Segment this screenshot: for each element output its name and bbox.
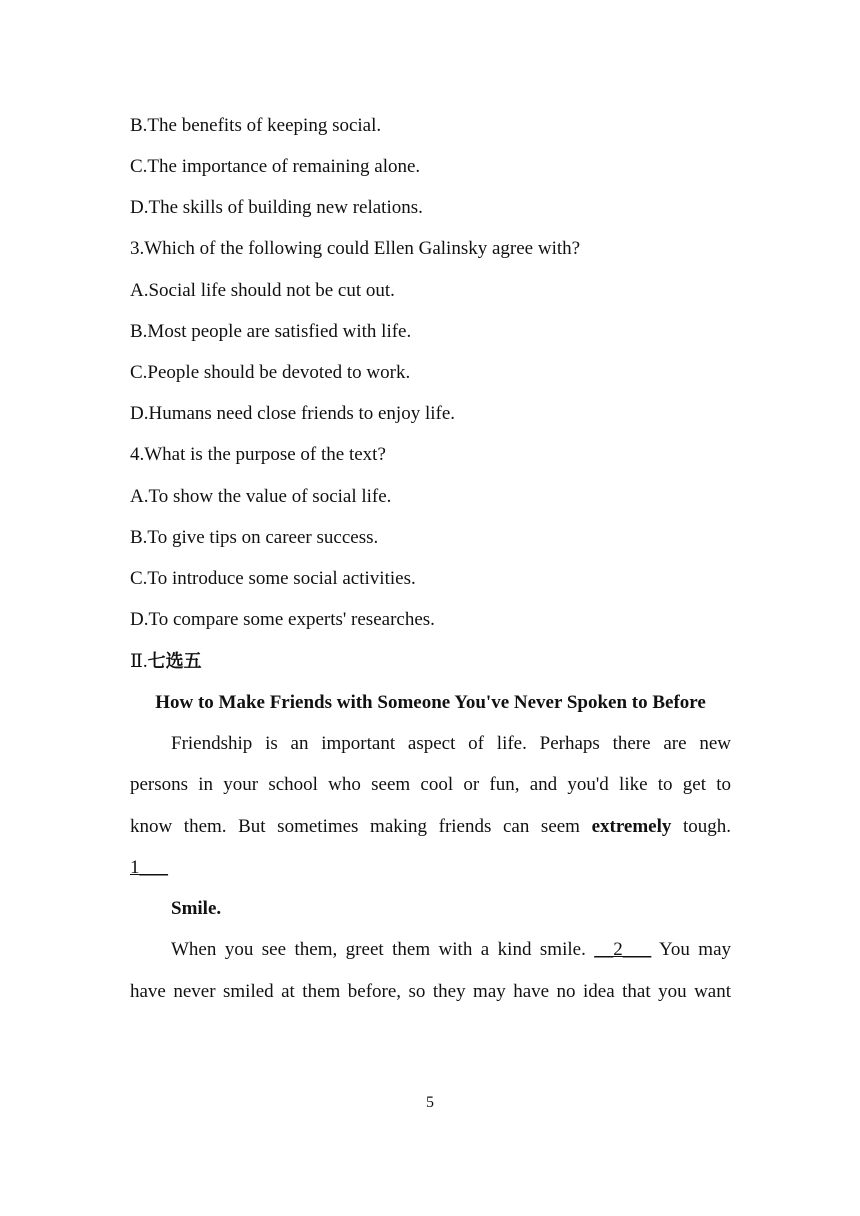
section-label: 七选五 <box>147 651 202 672</box>
q3-option-a: A.Social life should not be cut out. <box>130 280 395 301</box>
q4-option-a: A.To show the value of social life. <box>130 486 392 507</box>
paragraph-1-line-4 <box>130 847 731 888</box>
paragraph-1-line-1: Friendship is an important aspect of life. Perhaps there are new <box>171 733 731 754</box>
section-heading <box>130 650 202 674</box>
paragraph-2-text: When you see them, greet them with a kind smile. <box>171 939 595 960</box>
q3-stem: 3.Which of the following could Ellen Galinsky agree with? <box>130 238 581 259</box>
q3-option-d: D.Humans need close friends to enjoy life. <box>130 403 456 424</box>
paragraph-1-text: know them. But sometimes making friends can seem <box>130 816 592 837</box>
paragraph-1-line-3 <box>130 806 731 847</box>
paragraph-2-text-end: You may <box>651 939 731 960</box>
paragraph-2-line-1 <box>130 929 731 970</box>
q4-stem: 4.What is the purpose of the text? <box>130 444 386 465</box>
q3-option-b: B.Most people are satisfied with life. <box>130 321 412 342</box>
q4-option-c: C.To introduce some social activities. <box>130 568 416 589</box>
q2-option-c: C.The importance of remaining alone. <box>130 156 421 177</box>
blank-2: __2___ <box>594 939 652 960</box>
q2-option-d: D.The skills of building new relations. <box>130 197 423 218</box>
subheading-smile: Smile. <box>171 898 222 919</box>
q4-option-b: B.To give tips on career success. <box>130 527 379 548</box>
blank-1: 1___ <box>130 857 168 878</box>
page-number: 5 <box>426 1094 434 1111</box>
bold-word: extremely <box>591 816 672 837</box>
q4-option-d: D.To compare some experts' researches. <box>130 609 435 630</box>
q2-option-b: B.The benefits of keeping social. <box>130 115 382 136</box>
paragraph-2-line-2: have never smiled at them before, so they may have no idea that you want <box>130 981 731 1002</box>
paragraph-1-text-end: tough. <box>671 816 732 837</box>
section-numeral: Ⅱ. <box>130 651 148 672</box>
q3-option-c: C.People should be devoted to work. <box>130 362 411 383</box>
paragraph-1-line-2: persons in your school who seem cool or fun, and you'd like to get to <box>130 774 731 795</box>
passage-title: How to Make Friends with Someone You've Never Spoken to Before <box>155 692 706 713</box>
